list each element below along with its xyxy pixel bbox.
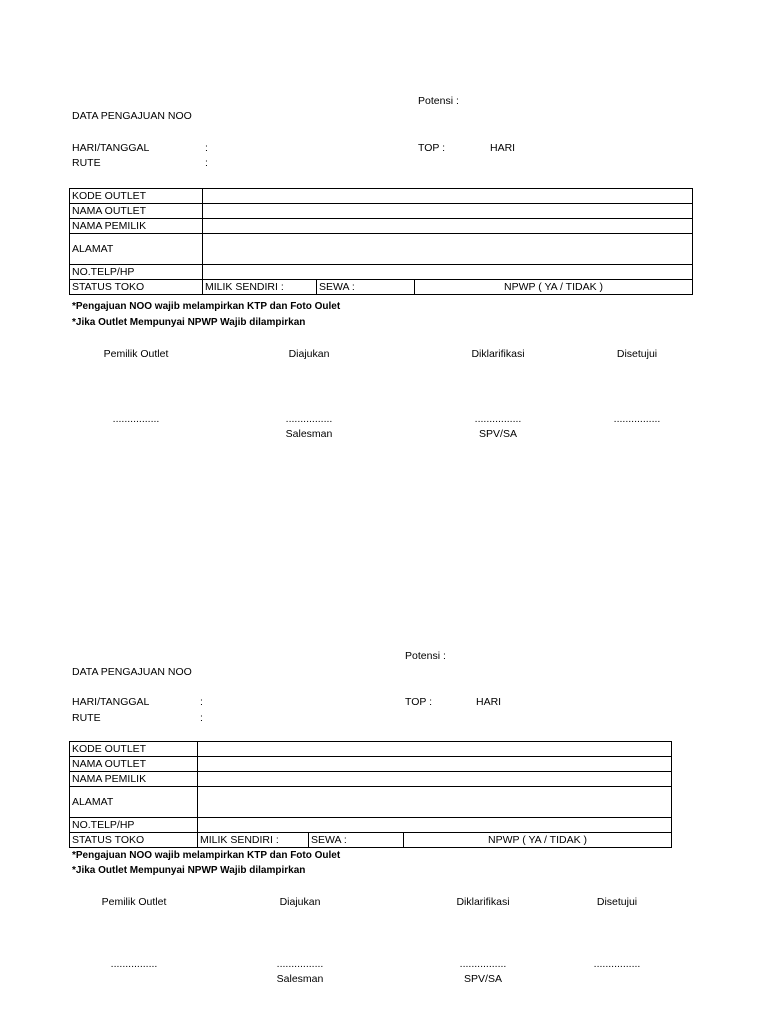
table-row (70, 787, 672, 818)
alamat-field[interactable] (203, 234, 693, 265)
hari-tanggal-colon: : (200, 696, 203, 708)
rute-colon: : (200, 712, 203, 724)
alamat-field[interactable] (198, 787, 672, 818)
status-toko-label: STATUS TOKO (70, 833, 198, 848)
hari-label: HARI (490, 142, 516, 154)
kode-outlet-label: KODE OUTLET (70, 189, 203, 204)
top-label: TOP : (405, 696, 433, 708)
nama-outlet-field[interactable] (198, 757, 672, 772)
outlet-table (69, 741, 672, 848)
potensi-label: Potensi : (418, 95, 459, 107)
table-row (70, 818, 672, 833)
nama-outlet-field[interactable] (203, 204, 693, 219)
table-row (70, 833, 672, 848)
note-ktp: *Pengajuan NOO wajib melampirkan KTP dan Foto Oulet (72, 850, 341, 861)
note-npwp: *Jika Outlet Mempunyai NPWP Wajib dilampirkan (72, 865, 306, 876)
table-row (70, 280, 693, 295)
no-telp-label: NO.TELP/HP (70, 818, 198, 833)
sig-line-diajukan: ................ (276, 958, 324, 970)
sig-header-pemilik: Pemilik Outlet (103, 348, 169, 360)
sig-line-diklarifikasi: ................ (474, 413, 522, 425)
nama-pemilik-label: NAMA PEMILIK (70, 772, 198, 787)
sewa-field[interactable]: SEWA : (309, 833, 404, 848)
nama-outlet-label: NAMA OUTLET (70, 204, 203, 219)
kode-outlet-field[interactable] (198, 742, 672, 757)
rute-label: RUTE (72, 157, 101, 169)
sig-line-disetujui: ................ (593, 958, 641, 970)
sig-role-salesman: Salesman (285, 428, 333, 440)
sig-line-pemilik: ................ (110, 958, 158, 970)
note-ktp: *Pengajuan NOO wajib melampirkan KTP dan Foto Oulet (72, 301, 341, 312)
table-row (70, 742, 672, 757)
hari-label: HARI (476, 696, 502, 708)
kode-outlet-label: KODE OUTLET (70, 742, 198, 757)
potensi-label: Potensi : (405, 650, 446, 662)
table-row (70, 204, 693, 219)
sig-header-disetujui: Disetujui (596, 896, 638, 908)
table-row (70, 265, 693, 280)
no-telp-field[interactable] (203, 265, 693, 280)
sig-header-diklarifikasi: Diklarifikasi (471, 348, 525, 360)
nama-pemilik-field[interactable] (203, 219, 693, 234)
alamat-label: ALAMAT (70, 234, 203, 265)
no-telp-field[interactable] (198, 818, 672, 833)
hari-tanggal-label: HARI/TANGGAL (72, 142, 150, 154)
milik-sendiri-field[interactable]: MILIK SENDIRI : (203, 280, 317, 295)
note-npwp: *Jika Outlet Mempunyai NPWP Wajib dilampirkan (72, 317, 306, 328)
sig-line-diajukan: ................ (285, 413, 333, 425)
sewa-field[interactable]: SEWA : (317, 280, 415, 295)
sig-role-salesman: Salesman (276, 973, 324, 985)
sig-header-pemilik: Pemilik Outlet (101, 896, 167, 908)
milik-sendiri-field[interactable]: MILIK SENDIRI : (198, 833, 309, 848)
sig-header-diajukan: Diajukan (288, 348, 330, 360)
hari-tanggal-label: HARI/TANGGAL (72, 696, 150, 708)
rute-label: RUTE (72, 712, 101, 724)
nama-pemilik-field[interactable] (198, 772, 672, 787)
status-toko-label: STATUS TOKO (70, 280, 203, 295)
nama-pemilik-label: NAMA PEMILIK (70, 219, 203, 234)
form-title: DATA PENGAJUAN NOO (72, 110, 192, 122)
table-row (70, 189, 693, 204)
npwp-field[interactable]: NPWP ( YA / TIDAK ) (404, 833, 672, 848)
sig-role-spv: SPV/SA (479, 428, 517, 440)
sig-line-diklarifikasi: ................ (459, 958, 507, 970)
sig-role-spv: SPV/SA (464, 973, 502, 985)
kode-outlet-field[interactable] (203, 189, 693, 204)
table-row (70, 219, 693, 234)
sig-line-disetujui: ................ (613, 413, 661, 425)
sig-header-disetujui: Disetujui (616, 348, 658, 360)
npwp-field[interactable]: NPWP ( YA / TIDAK ) (415, 280, 693, 295)
alamat-label: ALAMAT (70, 787, 198, 818)
table-row (70, 234, 693, 265)
rute-colon: : (205, 157, 208, 169)
sig-header-diajukan: Diajukan (279, 896, 321, 908)
no-telp-label: NO.TELP/HP (70, 265, 203, 280)
table-row (70, 757, 672, 772)
nama-outlet-label: NAMA OUTLET (70, 757, 198, 772)
hari-tanggal-colon: : (205, 142, 208, 154)
top-label: TOP : (418, 142, 446, 154)
form-title: DATA PENGAJUAN NOO (72, 666, 192, 678)
outlet-table (69, 188, 693, 295)
sig-line-pemilik: ................ (112, 413, 160, 425)
sig-header-diklarifikasi: Diklarifikasi (456, 896, 510, 908)
table-row (70, 772, 672, 787)
